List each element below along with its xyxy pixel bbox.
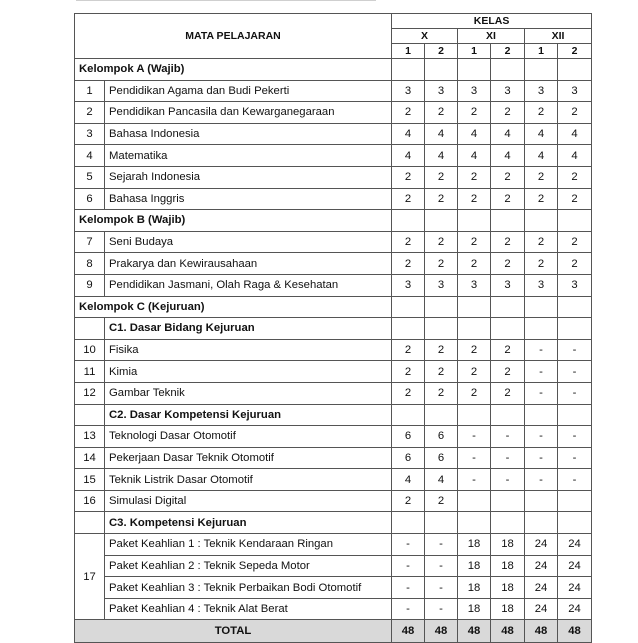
subgroup-row	[75, 512, 592, 534]
table-row	[75, 166, 592, 188]
hours-cell: 24	[525, 577, 558, 599]
top-rule	[76, 0, 376, 5]
hours-cell: 6	[425, 447, 458, 469]
group-row	[75, 59, 592, 81]
hours-cell: 2	[491, 361, 525, 383]
hours-cell: 2	[425, 490, 458, 512]
hours-cell: 2	[425, 188, 458, 210]
table-header	[75, 14, 592, 59]
subject-name: Sejarah Indonesia	[105, 166, 392, 188]
hours-cell: 24	[558, 577, 592, 599]
table-row	[75, 339, 592, 361]
hours-cell: 3	[392, 274, 425, 296]
empty-cell	[458, 296, 491, 318]
empty-cell	[525, 404, 558, 426]
table-row	[75, 188, 592, 210]
hours-cell: -	[558, 469, 592, 491]
group-label: Kelompok C (Kejuruan)	[75, 296, 392, 318]
empty-cell	[458, 404, 491, 426]
hours-cell	[491, 490, 525, 512]
hours-cell: 2	[458, 231, 491, 253]
table-row	[75, 123, 592, 145]
table-row	[75, 231, 592, 253]
semester-header: 1	[458, 44, 491, 59]
hours-cell: 2	[491, 253, 525, 275]
hours-cell: 24	[558, 598, 592, 620]
row-number: 13	[75, 426, 105, 448]
hours-cell: 24	[558, 555, 592, 577]
hours-cell: 2	[392, 231, 425, 253]
hours-cell: 4	[525, 123, 558, 145]
hours-cell: -	[491, 469, 525, 491]
empty-cell	[425, 210, 458, 232]
row-number: 10	[75, 339, 105, 361]
hours-cell: 3	[558, 274, 592, 296]
empty-cell	[458, 512, 491, 534]
hours-cell: -	[458, 447, 491, 469]
hours-cell: -	[458, 469, 491, 491]
hours-cell: 2	[392, 361, 425, 383]
hours-cell: 2	[558, 231, 592, 253]
subject-name: Bahasa Inggris	[105, 188, 392, 210]
hours-cell: 2	[425, 382, 458, 404]
subgroup-label: C1. Dasar Bidang Kejuruan	[105, 318, 392, 340]
empty-cell	[491, 404, 525, 426]
subject-name: Pendidikan Pancasila dan Kewarganegaraan	[105, 102, 392, 124]
hours-cell	[558, 490, 592, 512]
table-row	[75, 80, 592, 102]
hours-cell: 2	[525, 253, 558, 275]
empty-cell	[558, 512, 592, 534]
hours-cell: 18	[491, 598, 525, 620]
empty-cell	[558, 210, 592, 232]
hours-cell: 2	[425, 361, 458, 383]
hours-cell: 2	[392, 188, 425, 210]
hours-cell: 4	[558, 123, 592, 145]
hours-cell: 3	[425, 80, 458, 102]
row-number: 2	[75, 102, 105, 124]
hours-cell: -	[558, 361, 592, 383]
hours-cell: 4	[458, 145, 491, 167]
hours-cell: -	[392, 534, 425, 556]
hours-cell: -	[525, 361, 558, 383]
empty-cell	[525, 318, 558, 340]
row-number: 12	[75, 382, 105, 404]
hours-cell: 2	[558, 166, 592, 188]
group-label: Kelompok A (Wajib)	[75, 59, 392, 81]
table-row	[75, 469, 592, 491]
empty-cell	[525, 512, 558, 534]
hours-cell: 6	[425, 426, 458, 448]
hours-cell: 2	[491, 382, 525, 404]
subgroup-label: C3. Kompetensi Kejuruan	[105, 512, 392, 534]
hours-cell: -	[425, 555, 458, 577]
semester-header: 2	[425, 44, 458, 59]
hours-cell: 4	[392, 469, 425, 491]
hours-cell: 2	[458, 166, 491, 188]
total-value: 48	[558, 620, 592, 643]
hours-cell: 18	[458, 577, 491, 599]
hours-cell: 2	[458, 339, 491, 361]
table-row	[75, 447, 592, 469]
subject-name: Paket Keahlian 2 : Teknik Sepeda Motor	[105, 555, 392, 577]
empty-cell	[392, 512, 425, 534]
empty-cell	[425, 59, 458, 81]
subject-name: Prakarya dan Kewirausahaan	[105, 253, 392, 275]
table-body	[75, 59, 592, 620]
subject-name: Seni Budaya	[105, 231, 392, 253]
hours-cell: 2	[525, 166, 558, 188]
hours-cell: 4	[458, 123, 491, 145]
row-number: 6	[75, 188, 105, 210]
hours-cell: 6	[392, 426, 425, 448]
hours-cell: 4	[392, 145, 425, 167]
hours-cell: 2	[558, 253, 592, 275]
subject-name: Kimia	[105, 361, 392, 383]
hours-cell: 3	[525, 274, 558, 296]
subject-name: Paket Keahlian 4 : Teknik Alat Berat	[105, 598, 392, 620]
hours-cell: 2	[425, 102, 458, 124]
empty-cell	[558, 404, 592, 426]
row-number: 5	[75, 166, 105, 188]
table-row	[75, 102, 592, 124]
empty-cell	[75, 318, 105, 340]
empty-cell	[491, 512, 525, 534]
hours-cell: -	[558, 447, 592, 469]
row-number: 11	[75, 361, 105, 383]
subject-name: Pendidikan Jasmani, Olah Raga & Kesehatan	[105, 274, 392, 296]
semester-header: 2	[491, 44, 525, 59]
hours-cell: 3	[558, 80, 592, 102]
hours-cell: -	[525, 426, 558, 448]
curriculum-table	[74, 13, 592, 643]
empty-cell	[425, 404, 458, 426]
subject-name: Paket Keahlian 1 : Teknik Kendaraan Ringan	[105, 534, 392, 556]
semester-header: 2	[558, 44, 592, 59]
subgroup-row	[75, 318, 592, 340]
hours-cell: 18	[458, 555, 491, 577]
empty-cell	[75, 512, 105, 534]
grade-header-xi: XI	[458, 29, 525, 44]
subject-name: Teknologi Dasar Otomotif	[105, 426, 392, 448]
empty-cell	[525, 59, 558, 81]
hours-cell: -	[525, 382, 558, 404]
hours-cell: -	[392, 598, 425, 620]
empty-cell	[491, 210, 525, 232]
hours-cell: 3	[458, 80, 491, 102]
subject-name: Bahasa Indonesia	[105, 123, 392, 145]
semester-header: 1	[392, 44, 425, 59]
subject-name: Paket Keahlian 3 : Teknik Perbaikan Bodi Otomotif	[105, 577, 392, 599]
hours-cell: -	[425, 577, 458, 599]
hours-cell: 3	[425, 274, 458, 296]
hours-cell: 18	[491, 577, 525, 599]
hours-cell: 2	[558, 188, 592, 210]
table-row	[75, 361, 592, 383]
hours-cell: -	[558, 382, 592, 404]
empty-cell	[392, 318, 425, 340]
empty-cell	[558, 296, 592, 318]
subject-name: Pekerjaan Dasar Teknik Otomotif	[105, 447, 392, 469]
row-number: 4	[75, 145, 105, 167]
row-number: 15	[75, 469, 105, 491]
hours-cell: 4	[425, 145, 458, 167]
hours-cell: 2	[392, 102, 425, 124]
hours-cell: 3	[491, 80, 525, 102]
hours-cell: 2	[525, 231, 558, 253]
hours-cell: 4	[425, 469, 458, 491]
hours-cell: 18	[458, 598, 491, 620]
hours-cell: 2	[491, 231, 525, 253]
empty-cell	[458, 59, 491, 81]
empty-cell	[75, 404, 105, 426]
hours-cell: 2	[525, 102, 558, 124]
subject-name: Gambar Teknik	[105, 382, 392, 404]
hours-cell: 2	[392, 339, 425, 361]
table-row	[75, 598, 592, 620]
empty-cell	[525, 210, 558, 232]
table-row	[75, 145, 592, 167]
hours-cell: 3	[392, 80, 425, 102]
hours-cell: 2	[558, 102, 592, 124]
empty-cell	[458, 318, 491, 340]
hours-cell: 24	[525, 555, 558, 577]
total-label: TOTAL	[75, 620, 392, 643]
table-row	[75, 382, 592, 404]
hours-cell: 4	[491, 123, 525, 145]
empty-cell	[491, 59, 525, 81]
empty-cell	[491, 318, 525, 340]
hours-cell: 2	[458, 188, 491, 210]
hours-cell: -	[525, 469, 558, 491]
empty-cell	[392, 296, 425, 318]
hours-cell: 2	[458, 253, 491, 275]
hours-cell: 2	[392, 490, 425, 512]
group-label: Kelompok B (Wajib)	[75, 210, 392, 232]
hours-cell: 4	[491, 145, 525, 167]
hours-cell: -	[558, 339, 592, 361]
hours-cell: 18	[458, 534, 491, 556]
table-row	[75, 490, 592, 512]
empty-cell	[458, 210, 491, 232]
table-row	[75, 534, 592, 556]
hours-cell: 2	[392, 382, 425, 404]
empty-cell	[425, 512, 458, 534]
empty-cell	[425, 296, 458, 318]
grade-header-xii: XII	[525, 29, 592, 44]
hours-cell	[525, 490, 558, 512]
row-number: 3	[75, 123, 105, 145]
hours-cell: -	[525, 339, 558, 361]
total-value: 48	[491, 620, 525, 643]
subject-name: Fisika	[105, 339, 392, 361]
hours-cell: -	[491, 447, 525, 469]
row-number: 8	[75, 253, 105, 275]
hours-cell: 24	[525, 534, 558, 556]
total-value: 48	[458, 620, 491, 643]
hours-cell: 4	[425, 123, 458, 145]
subject-column-header: MATA PELAJARAN	[75, 14, 392, 59]
empty-cell	[558, 59, 592, 81]
table-row	[75, 555, 592, 577]
hours-cell: 24	[525, 598, 558, 620]
subject-name: Pendidikan Agama dan Budi Pekerti	[105, 80, 392, 102]
hours-cell: -	[425, 598, 458, 620]
row-number: 9	[75, 274, 105, 296]
subject-name: Teknik Listrik Dasar Otomotif	[105, 469, 392, 491]
subject-name: Matematika	[105, 145, 392, 167]
row-number: 1	[75, 80, 105, 102]
hours-cell: -	[392, 555, 425, 577]
hours-cell: 3	[525, 80, 558, 102]
hours-cell: 2	[425, 339, 458, 361]
total-value: 48	[392, 620, 425, 643]
hours-cell: -	[525, 447, 558, 469]
empty-cell	[491, 296, 525, 318]
total-value: 48	[425, 620, 458, 643]
row-number: 14	[75, 447, 105, 469]
row-number: 7	[75, 231, 105, 253]
table-row	[75, 253, 592, 275]
group-row	[75, 296, 592, 318]
hours-cell: 2	[491, 166, 525, 188]
empty-cell	[525, 296, 558, 318]
hours-cell: 2	[458, 102, 491, 124]
table-row	[75, 274, 592, 296]
hours-cell: 2	[458, 382, 491, 404]
hours-cell: -	[425, 534, 458, 556]
hours-cell: 2	[425, 166, 458, 188]
subgroup-label: C2. Dasar Kompetensi Kejuruan	[105, 404, 392, 426]
table-row	[75, 426, 592, 448]
hours-cell: 4	[392, 123, 425, 145]
hours-cell: 2	[525, 188, 558, 210]
hours-cell: 2	[425, 253, 458, 275]
hours-cell: 18	[491, 534, 525, 556]
hours-cell: 2	[392, 253, 425, 275]
empty-cell	[558, 318, 592, 340]
hours-cell	[458, 490, 491, 512]
hours-cell: 6	[392, 447, 425, 469]
hours-cell: 18	[491, 555, 525, 577]
subgroup-row	[75, 404, 592, 426]
hours-cell: -	[392, 577, 425, 599]
hours-cell: -	[491, 426, 525, 448]
empty-cell	[392, 59, 425, 81]
hours-cell: 24	[558, 534, 592, 556]
hours-cell: -	[558, 426, 592, 448]
hours-cell: 2	[392, 166, 425, 188]
hours-cell: 3	[491, 274, 525, 296]
hours-cell: 3	[458, 274, 491, 296]
subject-name: Simulasi Digital	[105, 490, 392, 512]
hours-cell: 2	[491, 188, 525, 210]
hours-cell: 2	[425, 231, 458, 253]
row-number: 17	[75, 534, 105, 620]
row-number: 16	[75, 490, 105, 512]
grade-header-x: X	[392, 29, 458, 44]
kelas-header: KELAS	[392, 14, 592, 29]
total-value: 48	[525, 620, 558, 643]
total-row	[75, 620, 592, 643]
table-row	[75, 577, 592, 599]
semester-header: 1	[525, 44, 558, 59]
hours-cell: 4	[525, 145, 558, 167]
hours-cell: 2	[491, 339, 525, 361]
hours-cell: 2	[458, 361, 491, 383]
hours-cell: 2	[491, 102, 525, 124]
empty-cell	[392, 404, 425, 426]
hours-cell: -	[458, 426, 491, 448]
empty-cell	[425, 318, 458, 340]
empty-cell	[392, 210, 425, 232]
hours-cell: 4	[558, 145, 592, 167]
group-row	[75, 210, 592, 232]
